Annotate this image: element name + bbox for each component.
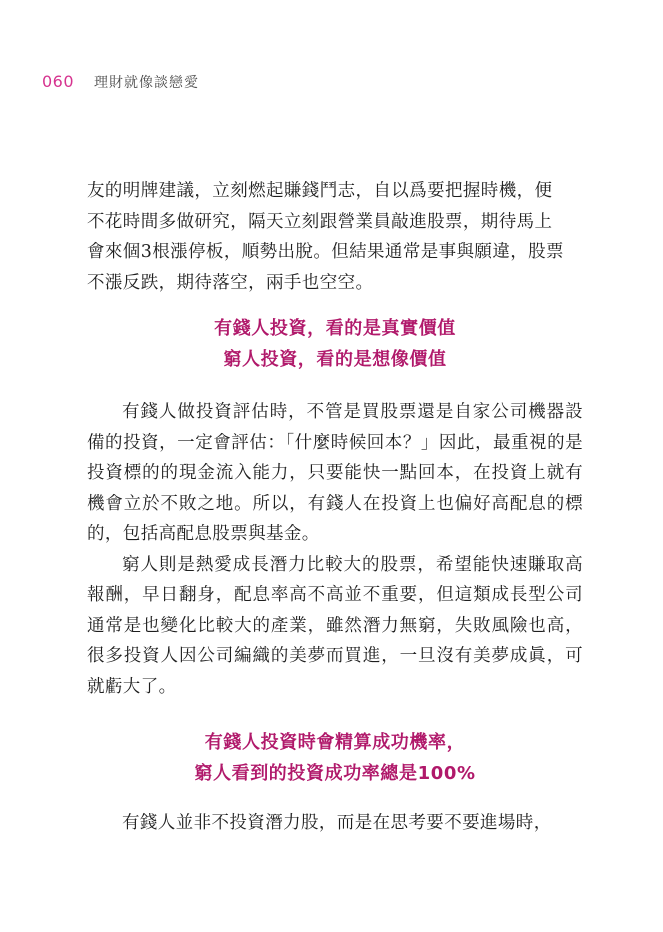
text-line: 會來個3根漲停板，順勢出脫。但結果通常是事與願違，股票 — [87, 242, 564, 262]
heading-line: 窮人看到的投資成功率總是100% — [194, 763, 476, 784]
continued-paragraph — [87, 176, 583, 298]
text-line: 不漲反跌，期待落空，兩手也空空。 — [87, 272, 374, 293]
text-line: 不花時間多做研究，隔天立刻跟營業員敲進股票，期待馬上 — [87, 211, 553, 232]
section-heading-1 — [87, 313, 583, 375]
text-line: 友的明牌建議，立刻燃起賺錢鬥志，自以爲要把握時機，便 — [87, 181, 553, 201]
paragraph: 有錢人並非不投資潛力股，而是在思考要不要進場時， — [122, 813, 552, 833]
running-head — [42, 72, 199, 92]
section-3-body — [87, 808, 583, 839]
book-title: 理財就像談戀愛 — [94, 75, 199, 91]
paragraph: 窮人則是熱愛成長潛力比較大的股票，希望能快速賺取高報酬，早日翻身，配息率高不高並不重要，但這類成長型公司通常是也變化比較大的產業，雖然潛力無窮，失敗風險也高，很多投資人因公司編織的美夢而買進，一旦沒有美夢成眞，可就虧大了。 — [87, 554, 583, 697]
section-2-body — [87, 397, 583, 702]
heading-line: 有錢人投資時會精算成功機率， — [204, 732, 466, 753]
heading-line: 有錢人投資，看的是真實價值 — [214, 318, 456, 339]
section-heading-2 — [87, 727, 583, 789]
heading-line: 窮人投資，看的是想像價值 — [223, 349, 447, 370]
paragraph: 有錢人做投資評估時，不管是買股票還是自家公司機器設備的投資，一定會評估：「什麼時候回本？」因此，最重視的是投資標的的現金流入能力，只要能快一點回本，在投資上就有機會立於不敗之地。所以，有錢人在投資上也偏好高配息的標的，包括高配息股票與基金。 — [87, 402, 583, 544]
page-number: 060 — [42, 72, 75, 91]
